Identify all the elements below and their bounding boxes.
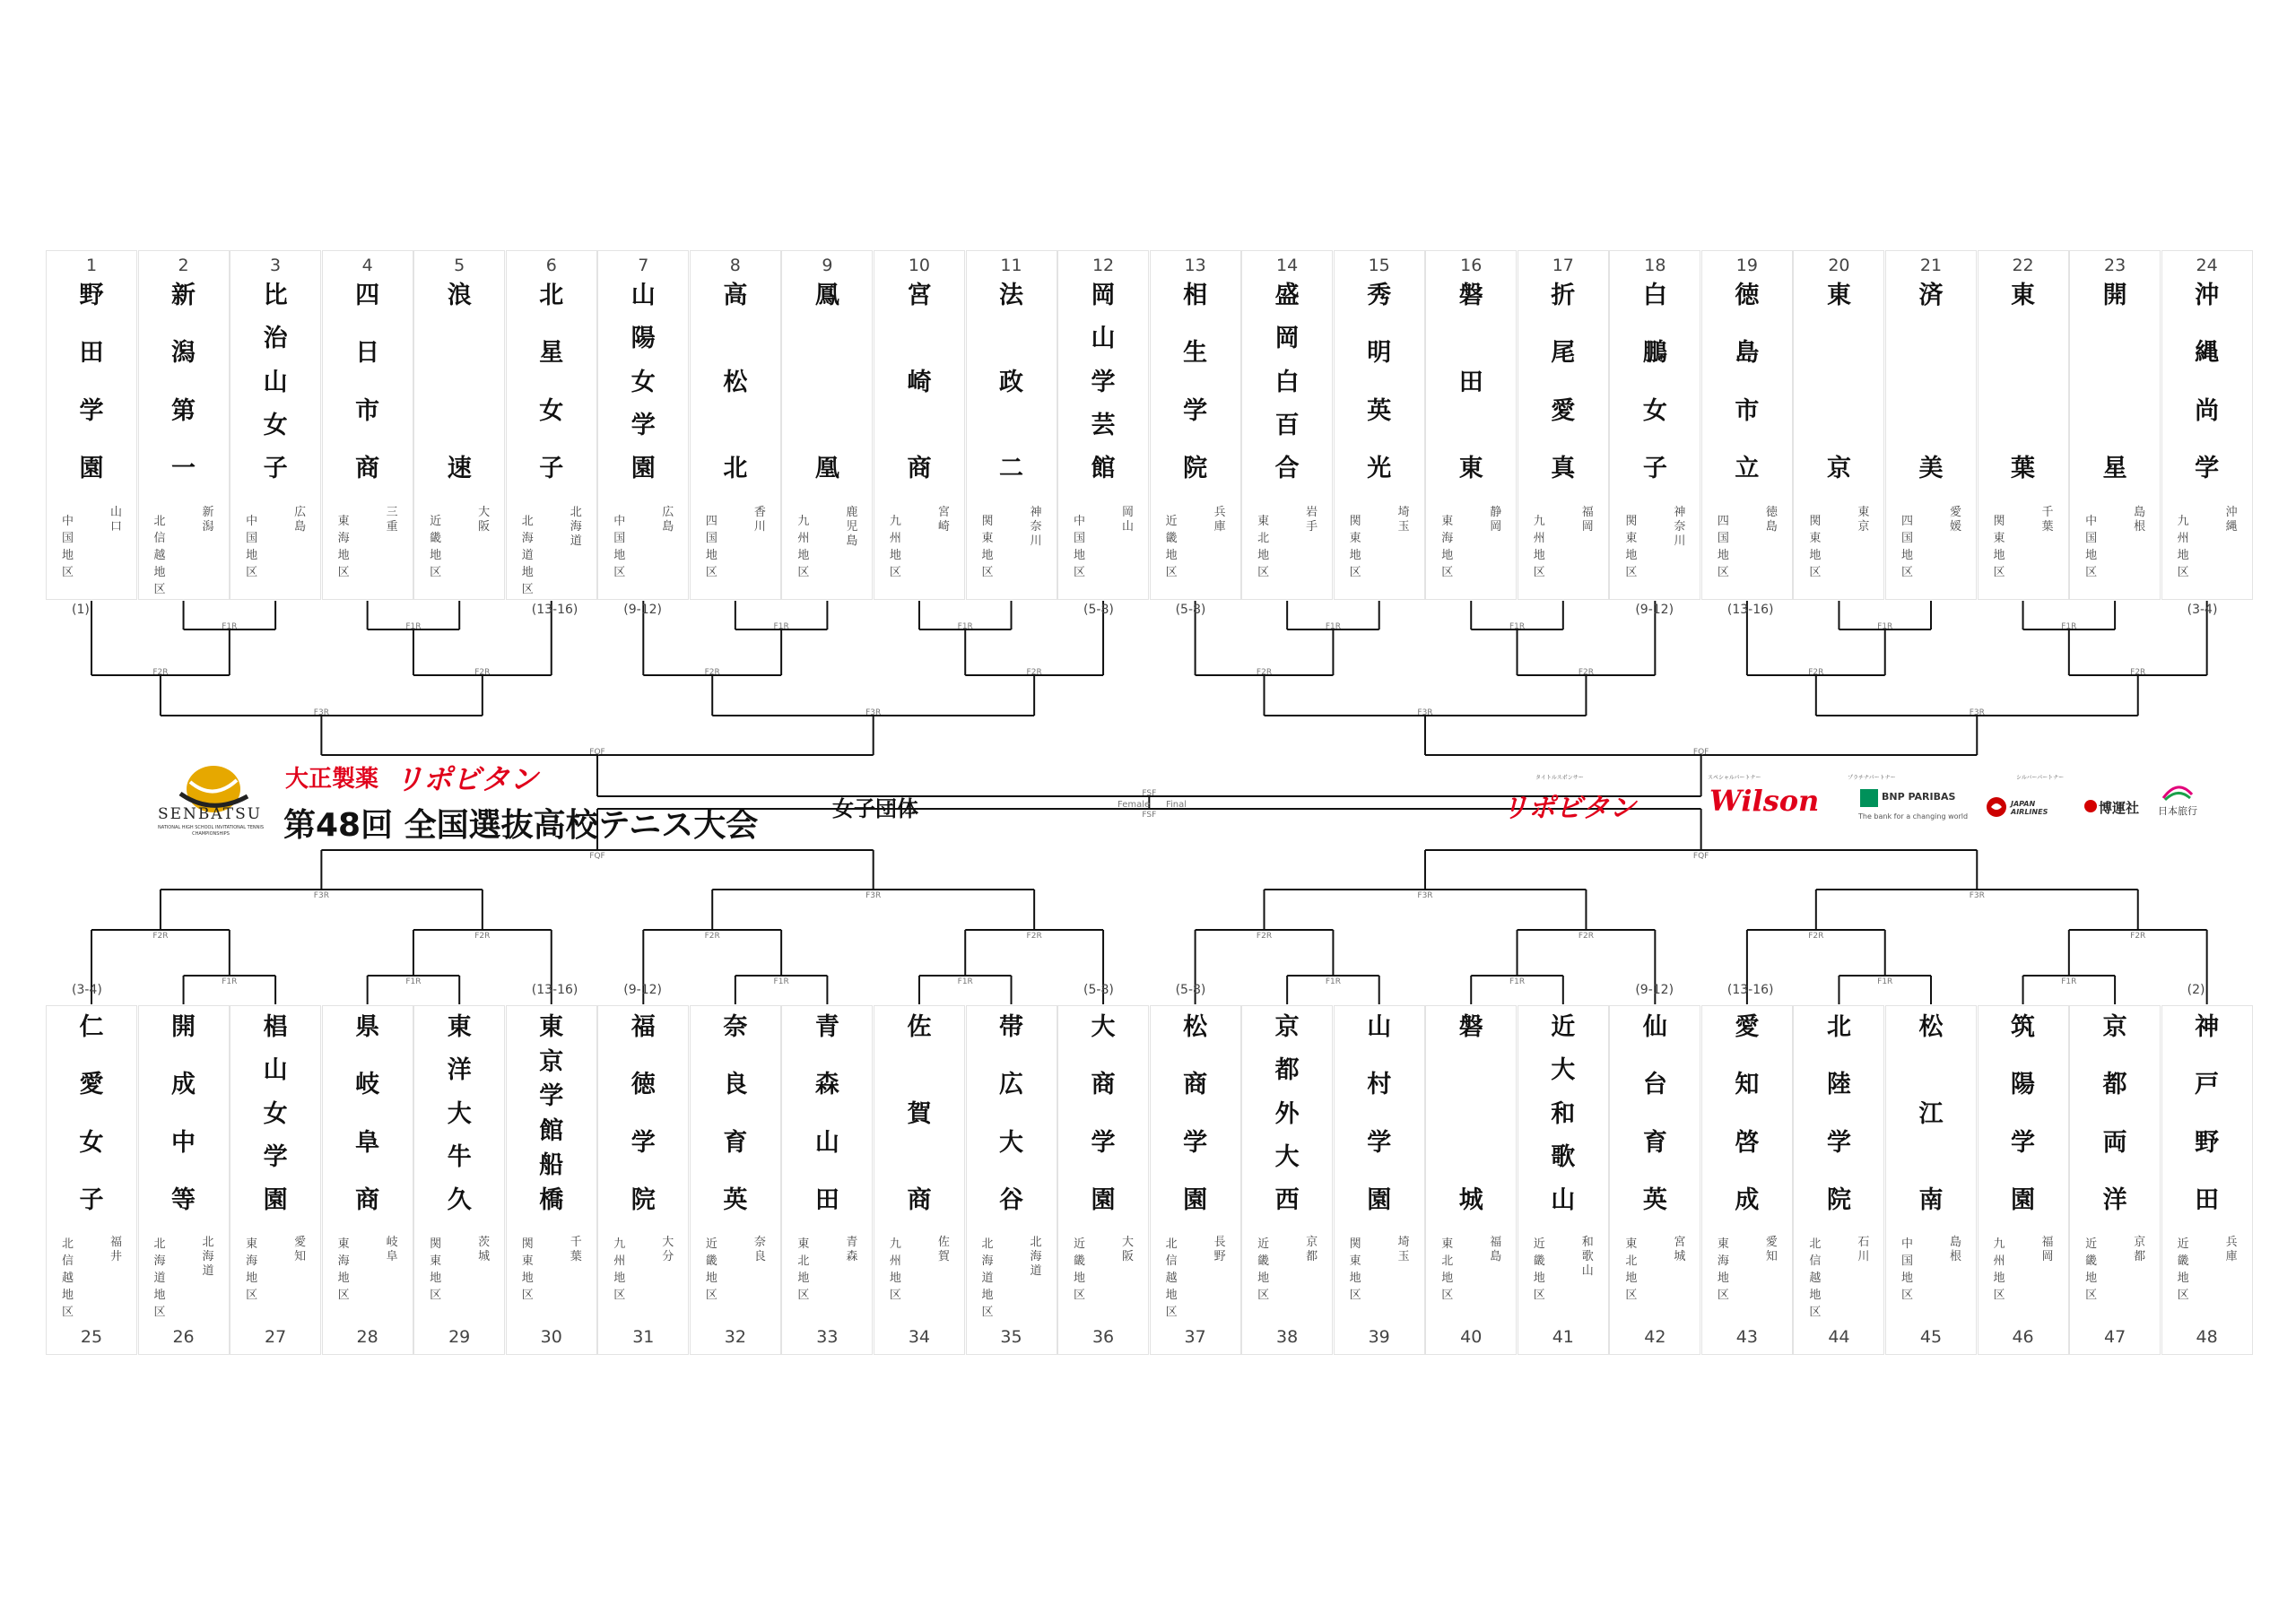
seed-label: (13-16) <box>1726 603 1774 617</box>
region-label: 東海地区 <box>337 1237 350 1302</box>
team-name: 浪 速 <box>447 282 472 482</box>
prefecture-label: 茨城 <box>478 1236 491 1263</box>
team-number: 11 <box>1000 256 1022 275</box>
team-name: 近 大 和 歌 山 <box>1551 1013 1576 1214</box>
region-label: 北海道地区 <box>521 515 534 596</box>
team-name: 東 洋 大 牛 久 <box>447 1013 472 1214</box>
team-number: 21 <box>1919 256 1943 275</box>
team-number: 26 <box>172 1327 195 1347</box>
team-number: 33 <box>816 1327 839 1347</box>
seed-label: (13-16) <box>1726 983 1774 997</box>
team-name: 磐 田 東 <box>1458 282 1483 482</box>
team-name: 仙 台 育 英 <box>1642 1013 1667 1214</box>
jal-crane-icon <box>1986 796 2007 818</box>
prefecture-label: 愛知 <box>1765 1236 1778 1263</box>
region-label: 近畿地区 <box>705 1237 718 1302</box>
team-name: 東 京 学 館 船 橋 <box>539 1013 564 1214</box>
region-label: 関東地区 <box>1349 515 1361 579</box>
region-label: 近畿地区 <box>2085 1237 2098 1302</box>
round-label: F2R <box>704 932 720 941</box>
seed-label: (13-16) <box>531 983 578 997</box>
region-label: 九州地区 <box>1993 1237 2005 1302</box>
region-label: 関東地区 <box>1993 515 2005 579</box>
team-number: 23 <box>2104 256 2126 275</box>
round-label: F1R <box>405 977 422 986</box>
team-number: 10 <box>908 256 931 275</box>
team-name: 白 鵬 女 子 <box>1642 282 1667 482</box>
team-number: 42 <box>1644 1327 1666 1347</box>
team-name: 大 商 学 園 <box>1091 1013 1116 1214</box>
prefecture-label: 京都 <box>2134 1236 2146 1263</box>
region-label: 中国地区 <box>1074 515 1086 579</box>
final-label-female: Female <box>1118 800 1151 810</box>
prefecture-label: 新潟 <box>202 506 214 534</box>
team-number: 28 <box>356 1327 378 1347</box>
team-number: 25 <box>80 1327 103 1347</box>
team-name: 岡 山 学 芸 館 <box>1091 282 1116 482</box>
sponsor-strip <box>1496 773 2231 845</box>
round-label: F3R <box>313 708 329 717</box>
region-label: 近畿地区 <box>2177 1237 2189 1302</box>
prefecture-label: 宮崎 <box>937 506 950 534</box>
round-label: F2R <box>2130 668 2146 677</box>
region-label: 中国地区 <box>246 515 258 579</box>
nippon-travel-icon <box>2161 782 2194 802</box>
round-label: F1R <box>1509 622 1526 631</box>
team-number: 6 <box>545 256 557 275</box>
prefecture-label: 北海道 <box>1030 1236 1042 1278</box>
round-label: F1R <box>773 622 789 631</box>
region-label: 近畿地区 <box>1533 1237 1545 1302</box>
region-label: 九州地区 <box>797 515 810 579</box>
region-label: 近畿地区 <box>1165 515 1178 579</box>
sponsor-kind: シルバーパートナー <box>2016 775 2065 781</box>
region-label: 四国地区 <box>1900 515 1913 579</box>
team-name: 山 陽 女 学 園 <box>631 282 656 482</box>
prefecture-label: 山口 <box>109 506 122 534</box>
team-name: 東 葉 <box>2011 282 2036 482</box>
round-label: F2R <box>704 668 720 677</box>
prefecture-label: 大阪 <box>1122 1236 1135 1263</box>
team-number: 30 <box>540 1327 562 1347</box>
round-label: F2R <box>1026 668 1042 677</box>
sponsor-bnp-tagline: The bank for a changing world <box>1858 812 1969 820</box>
prefecture-label: 兵庫 <box>2225 1236 2238 1263</box>
team-number: 24 <box>2196 256 2218 275</box>
sponsor-kind: スペシャルパートナー <box>1708 775 1761 781</box>
region-label: 関東地区 <box>1809 515 1822 579</box>
team-name: 済 美 <box>1918 282 1944 482</box>
tournament-banner <box>144 760 759 844</box>
seed-label: (5-8) <box>1175 603 1206 617</box>
round-label: F3R <box>313 891 329 900</box>
sponsor-brand: 大正製薬 <box>285 766 379 793</box>
event-label: 女子団体 <box>832 796 918 821</box>
sponsor-bnp: BNP PARIBAS <box>1882 791 1956 803</box>
round-label: F3R <box>1969 708 1985 717</box>
team-name: 県 岐 阜 商 <box>355 1013 380 1214</box>
round-label: F3R <box>865 891 882 900</box>
team-number: 19 <box>1735 256 1758 275</box>
final-label-final: Final <box>1166 800 1187 810</box>
region-label: 近畿地区 <box>1257 1237 1270 1302</box>
prefecture-label: 長野 <box>1213 1236 1226 1263</box>
team-number: 44 <box>1828 1327 1850 1347</box>
tournament-title: 第48回 全国選抜高校テニス大会 <box>283 807 759 844</box>
sponsor-lipovitan: リポビタン <box>1501 793 1636 824</box>
team-name: 山 村 学 園 <box>1367 1013 1392 1214</box>
prefecture-label: 和歌山 <box>1581 1236 1594 1278</box>
sponsor-kind: プラチナパートナー <box>1848 775 1896 781</box>
round-label: F1R <box>2061 622 2077 631</box>
region-label: 関東地区 <box>981 515 994 579</box>
region-label: 関東地区 <box>1349 1237 1361 1302</box>
team-name: 開 星 <box>2102 282 2127 482</box>
team-name: 北 陸 学 院 <box>1826 1013 1851 1214</box>
round-label: F1R <box>773 977 789 986</box>
region-label: 北信越地区 <box>153 515 166 596</box>
region-label: 四国地区 <box>1717 515 1729 579</box>
team-number: 17 <box>1552 256 1574 275</box>
round-label: F2R <box>1808 668 1824 677</box>
round-label: F2R <box>1808 932 1824 941</box>
team-number: 45 <box>1919 1327 1943 1347</box>
region-label: 北信越地区 <box>1809 1237 1822 1319</box>
team-number: 34 <box>908 1327 931 1347</box>
seed-label: (3-4) <box>72 983 102 997</box>
prefecture-label: 愛知 <box>294 1236 307 1263</box>
team-number: 9 <box>822 256 833 275</box>
team-number: 27 <box>265 1327 287 1347</box>
prefecture-label: 神奈川 <box>1030 506 1042 548</box>
team-number: 35 <box>1000 1327 1022 1347</box>
team-name: 東 京 <box>1826 282 1851 482</box>
team-name: 京 都 両 洋 <box>2102 1013 2127 1214</box>
region-label: 九州地区 <box>889 515 901 579</box>
region-label: 関東地区 <box>430 1237 442 1302</box>
region-label: 北海道地区 <box>153 1237 166 1319</box>
round-label: F2R <box>1256 932 1273 941</box>
region-label: 東北地区 <box>797 1237 810 1302</box>
team-number: 43 <box>1735 1327 1758 1347</box>
team-name: 北 星 女 子 <box>539 282 564 482</box>
team-name: 奈 良 育 英 <box>723 1013 748 1214</box>
team-name: 高 松 北 <box>723 282 748 482</box>
prefecture-label: 埼玉 <box>1397 1236 1410 1263</box>
team-name: 京 都 外 大 西 <box>1274 1013 1300 1214</box>
region-label: 東海地区 <box>246 1237 258 1302</box>
team-name: 新 潟 第 一 <box>171 282 196 482</box>
round-label: FSF <box>1142 789 1157 798</box>
round-label: F2R <box>152 668 169 677</box>
bnp-star-icon <box>1860 789 1878 807</box>
seed-label: (13-16) <box>531 603 578 617</box>
region-label: 九州地区 <box>1533 515 1545 579</box>
region-label: 九州地区 <box>2177 515 2189 579</box>
team-number: 36 <box>1091 1327 1115 1347</box>
round-label: F1R <box>405 622 422 631</box>
prefecture-label: 静岡 <box>1490 506 1502 534</box>
team-name: 佐 賀 商 <box>907 1013 932 1214</box>
region-label: 東北地区 <box>1257 515 1270 579</box>
region-label: 中国地区 <box>1900 1237 1913 1302</box>
team-name: 開 成 中 等 <box>171 1013 196 1214</box>
prefecture-label: 北海道 <box>570 506 582 548</box>
team-number: 18 <box>1644 256 1666 275</box>
region-label: 東海地区 <box>1441 515 1454 579</box>
region-label: 東海地区 <box>1717 1237 1729 1302</box>
region-label: 東北地区 <box>1441 1237 1454 1302</box>
team-number: 3 <box>270 256 282 275</box>
region-label: 九州地区 <box>889 1237 901 1302</box>
round-label: F1R <box>1325 977 1341 986</box>
prefecture-label: 東京 <box>1857 506 1870 534</box>
seed-label: (9-12) <box>623 603 662 617</box>
team-name: 折 尾 愛 真 <box>1551 282 1576 482</box>
prefecture-label: 奈良 <box>753 1236 766 1263</box>
prefecture-label: 福島 <box>1490 1236 1502 1263</box>
team-name: 法 政 二 <box>999 282 1023 482</box>
prefecture-label: 島根 <box>1949 1236 1961 1263</box>
sponsor-product: リポビタン <box>395 762 539 796</box>
team-number: 13 <box>1184 256 1206 275</box>
prefecture-label: 福岡 <box>2041 1236 2054 1263</box>
logo-subtext: NATIONAL HIGH SCHOOL INVITATIONAL TENNIS CHAMPIONSHIPS <box>157 825 265 837</box>
team-name: 秀 明 英 光 <box>1367 282 1392 482</box>
round-label: F1R <box>1877 622 1893 631</box>
region-label: 四国地区 <box>705 515 718 579</box>
region-label: 北信越地区 <box>1165 1237 1178 1319</box>
seed-label: (5-8) <box>1083 983 1114 997</box>
team-number: 29 <box>448 1327 471 1347</box>
prefecture-label: 大阪 <box>478 506 491 534</box>
team-name: 鳳 凰 <box>814 282 839 482</box>
team-number: 41 <box>1552 1327 1574 1347</box>
team-number: 31 <box>632 1327 655 1347</box>
team-name: 野 田 学 園 <box>79 282 104 482</box>
prefecture-label: 千葉 <box>2041 506 2054 534</box>
prefecture-label: 三重 <box>386 506 398 534</box>
team-number: 48 <box>2196 1327 2218 1347</box>
team-number: 4 <box>361 256 373 275</box>
prefecture-label: 大分 <box>662 1236 674 1263</box>
team-number: 14 <box>1276 256 1299 275</box>
team-name: 徳 島 市 立 <box>1735 282 1760 482</box>
team-number: 12 <box>1091 256 1115 275</box>
round-label: F1R <box>2061 977 2077 986</box>
region-label: 中国地区 <box>61 515 74 579</box>
round-label: FQF <box>1692 748 1709 757</box>
team-number: 20 <box>1828 256 1850 275</box>
round-label: F1R <box>222 977 238 986</box>
team-name: 比 治 山 女 子 <box>263 282 288 482</box>
round-label: F2R <box>474 668 491 677</box>
round-label: FQF <box>589 748 605 757</box>
round-label: F1R <box>222 622 238 631</box>
prefecture-label: 佐賀 <box>937 1236 950 1263</box>
region-label: 中国地区 <box>613 515 626 579</box>
round-label: FQF <box>589 852 605 861</box>
region-label: 九州地区 <box>613 1237 626 1302</box>
prefecture-label: 宮城 <box>1674 1236 1686 1263</box>
region-label: 関東地区 <box>521 1237 534 1302</box>
team-name: 宮 崎 商 <box>907 282 932 482</box>
team-number: 5 <box>454 256 465 275</box>
round-label: F3R <box>1417 708 1433 717</box>
sponsor-wilson: Wilson <box>1709 784 1820 818</box>
team-number: 38 <box>1276 1327 1299 1347</box>
prefecture-label: 神奈川 <box>1674 506 1686 548</box>
team-name: 仁 愛 女 子 <box>79 1013 104 1214</box>
round-label: F3R <box>1969 891 1985 900</box>
prefecture-label: 広島 <box>294 506 307 534</box>
round-label: F2R <box>152 932 169 941</box>
team-name: 盛 岡 白 百 合 <box>1274 282 1300 482</box>
round-label: F1R <box>1877 977 1893 986</box>
region-label: 北海道地区 <box>981 1237 994 1319</box>
prefecture-label: 徳島 <box>1765 506 1778 534</box>
prefecture-label: 福井 <box>109 1236 122 1263</box>
prefecture-label: 岐阜 <box>386 1236 398 1263</box>
prefecture-label: 愛媛 <box>1949 506 1961 534</box>
round-label: FSF <box>1142 811 1157 820</box>
seed-label: (9-12) <box>1635 603 1674 617</box>
team-name: 沖 縄 尚 学 <box>2195 282 2220 482</box>
team-name: 神 戸 野 田 <box>2195 1013 2220 1214</box>
region-label: 関東地区 <box>1625 515 1638 579</box>
region-label: 近畿地区 <box>1074 1237 1086 1302</box>
team-number: 39 <box>1368 1327 1390 1347</box>
prefecture-label: 香川 <box>753 506 766 534</box>
round-label: F2R <box>1578 668 1595 677</box>
prefecture-label: 福岡 <box>1581 506 1594 534</box>
team-name: 四 日 市 商 <box>355 282 380 482</box>
prefecture-label: 埼玉 <box>1397 506 1410 534</box>
team-name: 愛 知 啓 成 <box>1735 1013 1760 1214</box>
round-label: F2R <box>1026 932 1042 941</box>
round-label: F1R <box>957 622 973 631</box>
team-name: 松 商 学 園 <box>1183 1013 1208 1214</box>
team-name: 相 生 学 院 <box>1183 282 1208 482</box>
prefecture-label: 岩手 <box>1306 506 1318 534</box>
sponsor-hakuunsha: 博運社 <box>2099 800 2140 816</box>
round-label: F1R <box>1325 622 1341 631</box>
hakuunsha-icon <box>2084 800 2097 812</box>
round-label: F2R <box>1256 668 1273 677</box>
seed-label: (2) <box>2187 983 2205 997</box>
team-number: 47 <box>2104 1327 2126 1347</box>
prefecture-label: 石川 <box>1857 1236 1870 1263</box>
prefecture-label: 鹿児島 <box>846 506 858 548</box>
prefecture-label: 沖縄 <box>2225 506 2238 534</box>
seed-label: (9-12) <box>1635 983 1674 997</box>
team-name: 椙 山 女 学 園 <box>263 1013 288 1214</box>
team-name: 筑 陽 学 園 <box>2011 1013 2036 1214</box>
sponsor-kind: タイトルスポンサー <box>1535 775 1584 781</box>
region-label: 北信越地区 <box>61 1237 74 1319</box>
team-number: 2 <box>178 256 189 275</box>
team-name: 松 江 南 <box>1918 1013 1944 1214</box>
prefecture-label: 北海道 <box>202 1236 214 1278</box>
seed-label: (5-8) <box>1175 983 1206 997</box>
prefecture-label: 岡山 <box>1122 506 1135 534</box>
prefecture-label: 広島 <box>662 506 674 534</box>
team-name: 磐 城 <box>1458 1013 1483 1214</box>
seed-label: (5-8) <box>1083 603 1114 617</box>
sponsor-nippon-travel: 日本旅行 <box>2158 805 2197 817</box>
team-number: 46 <box>2012 1327 2034 1347</box>
prefecture-label: 兵庫 <box>1213 506 1226 534</box>
round-label: FQF <box>1692 852 1709 861</box>
team-name: 福 徳 学 院 <box>631 1013 656 1214</box>
prefecture-label: 京都 <box>1306 1236 1318 1263</box>
region-label: 中国地区 <box>2085 515 2098 579</box>
team-number: 7 <box>638 256 649 275</box>
seed-label: (9-12) <box>623 983 662 997</box>
team-number: 15 <box>1368 256 1390 275</box>
seed-label: (1) <box>72 603 90 617</box>
region-label: 近畿地区 <box>430 515 442 579</box>
prefecture-label: 千葉 <box>570 1236 582 1263</box>
round-label: F1R <box>957 977 973 986</box>
team-number: 40 <box>1460 1327 1483 1347</box>
sponsor-jal: JAPAN AIRLINES <box>2011 800 2048 816</box>
logo-text: SENBATSU <box>157 805 263 823</box>
team-number: 16 <box>1460 256 1483 275</box>
round-label: F3R <box>1417 891 1433 900</box>
round-label: F2R <box>474 932 491 941</box>
prefecture-label: 青森 <box>846 1236 858 1263</box>
team-number: 22 <box>2012 256 2034 275</box>
region-label: 東海地区 <box>337 515 350 579</box>
team-number: 37 <box>1184 1327 1206 1347</box>
team-name: 青 森 山 田 <box>814 1013 839 1214</box>
round-label: F2R <box>2130 932 2146 941</box>
round-label: F1R <box>1509 977 1526 986</box>
team-number: 32 <box>724 1327 746 1347</box>
round-label: F2R <box>1578 932 1595 941</box>
team-number: 8 <box>729 256 741 275</box>
team-name: 帯 広 大 谷 <box>999 1013 1023 1214</box>
round-label: F3R <box>865 708 882 717</box>
seed-label: (3-4) <box>2187 603 2218 617</box>
region-label: 東北地区 <box>1625 1237 1638 1302</box>
team-number: 1 <box>85 256 98 275</box>
prefecture-label: 島根 <box>2134 506 2146 534</box>
